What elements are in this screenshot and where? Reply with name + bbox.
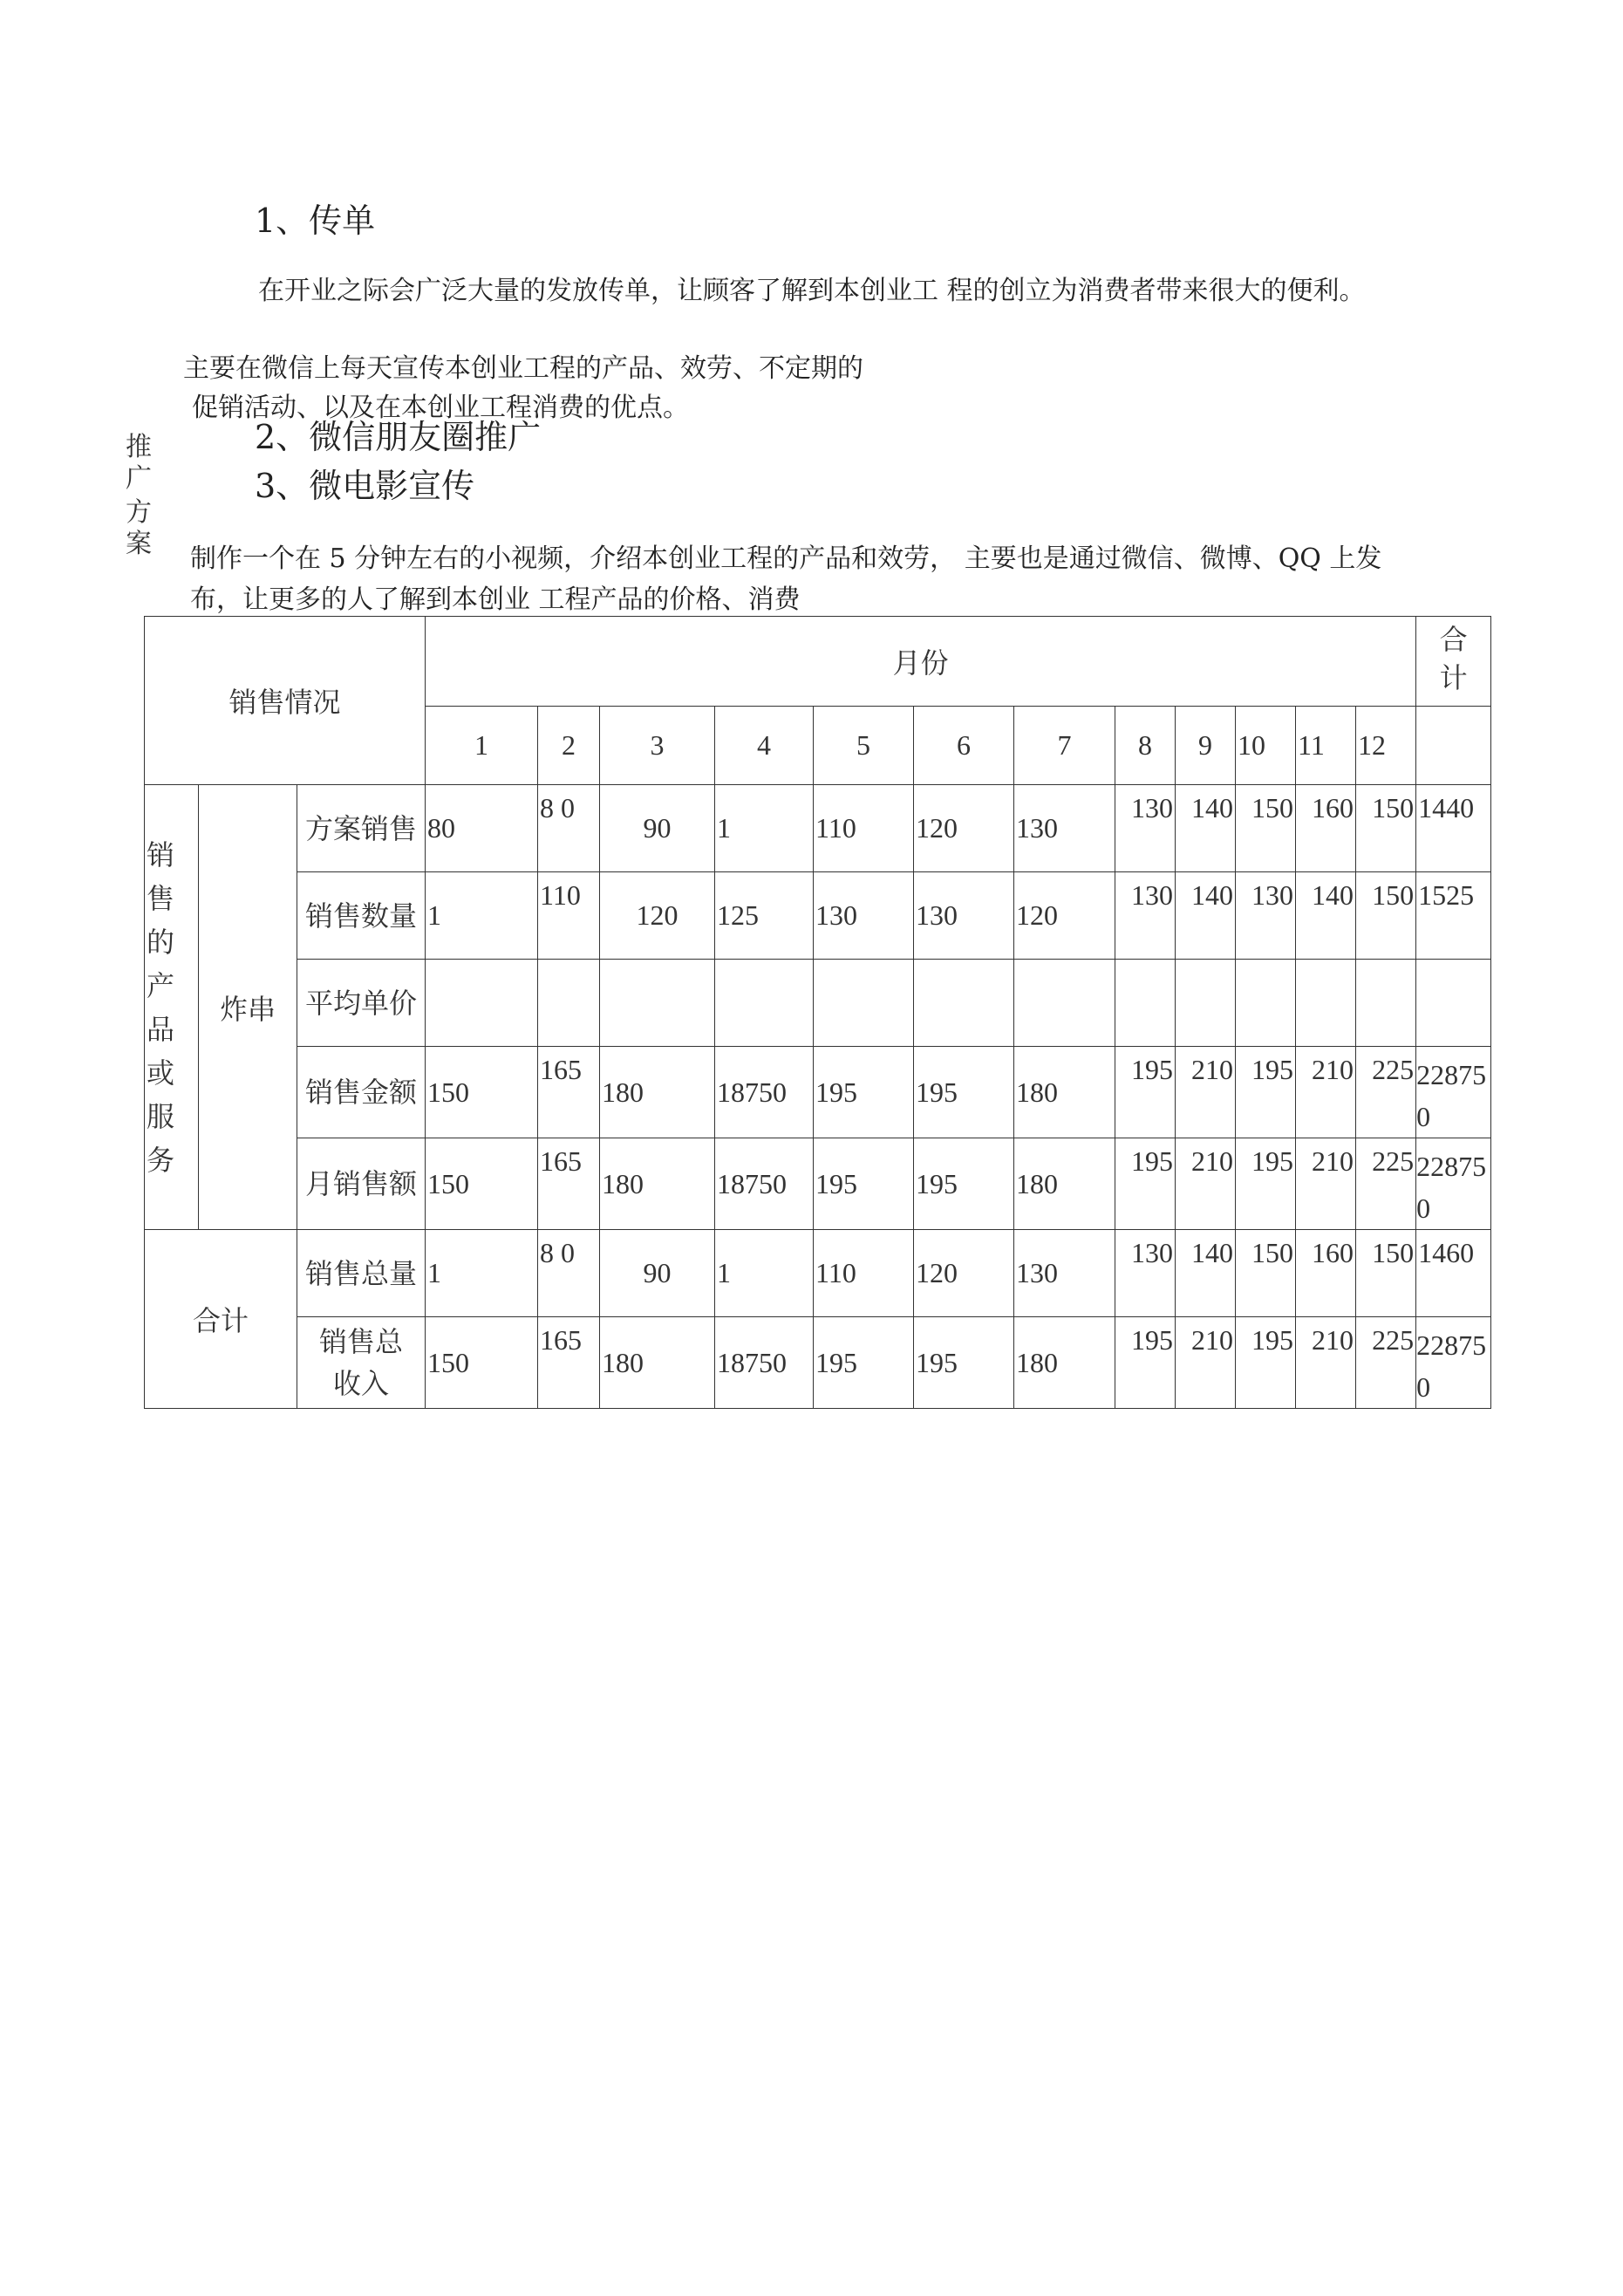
cell: 18750: [715, 1317, 814, 1409]
cell: 150: [426, 1138, 538, 1230]
cell: [1356, 960, 1416, 1047]
cell: 150: [1236, 1230, 1296, 1317]
cell: 150: [1236, 785, 1296, 872]
cell: 150: [426, 1317, 538, 1409]
row-label: 销售总量: [297, 1230, 426, 1317]
cell: 195: [914, 1317, 1014, 1409]
cell: 130: [1014, 785, 1115, 872]
row-total: 1525: [1416, 872, 1491, 960]
cell: 140: [1176, 872, 1236, 960]
month-cell: 2: [538, 707, 600, 785]
row-total: 1460: [1416, 1230, 1491, 1317]
product-group-char: 品: [147, 1013, 175, 1045]
cell: 130: [814, 872, 914, 960]
month-cell: 12: [1356, 707, 1416, 785]
cell: 8 0: [538, 785, 600, 872]
month-cell: 11: [1296, 707, 1356, 785]
row-label: 销售金额: [297, 1047, 426, 1138]
cell: 195: [1236, 1047, 1296, 1138]
cell: 120: [914, 785, 1014, 872]
cell: 130: [1115, 872, 1176, 960]
product-group-char: 的: [147, 926, 175, 958]
month-cell: 4: [715, 707, 814, 785]
cell: 195: [914, 1047, 1014, 1138]
cell: 150: [1356, 1230, 1416, 1317]
product-name: 炸串: [199, 785, 297, 1230]
row-label: 月销售额: [297, 1138, 426, 1230]
cell: [1296, 960, 1356, 1047]
header-month: 月份: [426, 617, 1416, 707]
cell: 120: [1014, 872, 1115, 960]
cell: 150: [1356, 785, 1416, 872]
cell: 80: [426, 785, 538, 872]
wechat-title: 2、微信朋友圈推广: [255, 418, 542, 456]
cell: 210: [1296, 1138, 1356, 1230]
row-label: 平均单价: [297, 960, 426, 1047]
cell: 130: [1236, 872, 1296, 960]
cell: 1: [715, 785, 814, 872]
side-label-char: 推: [126, 432, 152, 462]
cell: 195: [1115, 1317, 1176, 1409]
cell: 130: [1115, 785, 1176, 872]
cell: 180: [600, 1317, 715, 1409]
cell: 125: [715, 872, 814, 960]
cell: [1236, 960, 1296, 1047]
month-cell-empty: [1416, 707, 1491, 785]
cell: 210: [1296, 1317, 1356, 1409]
cell: [1176, 960, 1236, 1047]
cell: 225: [1356, 1047, 1416, 1138]
cell: 180: [1014, 1047, 1115, 1138]
cell: 165: [538, 1047, 600, 1138]
cell: 225: [1356, 1138, 1416, 1230]
row-total: 228750: [1416, 1317, 1491, 1409]
cell: 18750: [715, 1047, 814, 1138]
table-row: [145, 1138, 1491, 1230]
sales-table: [144, 616, 1491, 1409]
wechat-text-line-2: 促销活动、以及在本创业工程消费的优点。: [192, 393, 689, 423]
cell: 210: [1176, 1317, 1236, 1409]
month-cell: 6: [914, 707, 1014, 785]
cell: 210: [1176, 1047, 1236, 1138]
film-text-line-2: 布，让更多的人了解到本创业 工程产品的价格、消费: [190, 584, 801, 615]
month-cell: 1: [426, 707, 538, 785]
cell: 1: [426, 872, 538, 960]
row-label: 销售总收入: [297, 1317, 426, 1409]
table-row: [145, 785, 1491, 872]
cell: 150: [1356, 872, 1416, 960]
cell: [1115, 960, 1176, 1047]
product-group-char: 售: [147, 882, 175, 914]
film-text-line-1: 制作一个在 5 分钟左右的小视频，介绍本创业工程的产品和效劳， 主要也是通过微信、微博、QQ 上发: [190, 543, 1382, 574]
row-label: 方案销售: [297, 785, 426, 872]
cell: 1: [715, 1230, 814, 1317]
month-cell: 9: [1176, 707, 1236, 785]
cell: 195: [914, 1138, 1014, 1230]
flyer-title: 1、传单: [255, 202, 376, 240]
row-label: 销售数量: [297, 872, 426, 960]
cell: 120: [914, 1230, 1014, 1317]
month-cell: 3: [600, 707, 715, 785]
cell: 225: [1356, 1317, 1416, 1409]
table-row: [145, 1047, 1491, 1138]
cell: 195: [1236, 1138, 1296, 1230]
cell: 140: [1296, 872, 1356, 960]
cell: 8 0: [538, 1230, 600, 1317]
table-row: [145, 1317, 1491, 1409]
cell: 18750: [715, 1138, 814, 1230]
cell: 140: [1176, 1230, 1236, 1317]
cell: [814, 960, 914, 1047]
table-header-row: [145, 617, 1491, 707]
cell: 195: [1236, 1317, 1296, 1409]
header-total-text: 合计: [1439, 624, 1468, 694]
cell: 160: [1296, 1230, 1356, 1317]
cell: 165: [538, 1138, 600, 1230]
cell: 130: [1115, 1230, 1176, 1317]
row-total: [1416, 960, 1491, 1047]
cell: 110: [538, 872, 600, 960]
cell: [914, 960, 1014, 1047]
cell: 90: [600, 785, 715, 872]
product-group-label: [145, 785, 199, 1230]
cell: 180: [600, 1138, 715, 1230]
header-total: [1416, 617, 1491, 707]
month-cell: 5: [814, 707, 914, 785]
cell: 120: [600, 872, 715, 960]
table-row: [145, 1230, 1491, 1317]
cell: 195: [814, 1047, 914, 1138]
cell: 210: [1176, 1138, 1236, 1230]
side-label-char: 广: [126, 463, 152, 494]
row-total: 228750: [1416, 1047, 1491, 1138]
header-sales-situation: 销售情况: [145, 617, 426, 785]
row-total: 228750: [1416, 1138, 1491, 1230]
cell: 165: [538, 1317, 600, 1409]
product-group-char: 产: [147, 969, 175, 1001]
month-cell: 10: [1236, 707, 1296, 785]
cell: 160: [1296, 785, 1356, 872]
product-group-char: 服: [147, 1100, 175, 1132]
table-row: [145, 872, 1491, 960]
cell: 1: [426, 1230, 538, 1317]
cell: 140: [1176, 785, 1236, 872]
month-cell: 8: [1115, 707, 1176, 785]
side-label-char: 案: [126, 529, 152, 559]
flyer-text: 在开业之际会广泛大量的发放传单，让顾客了解到本创业工 程的创立为消费者带来很大的便利。: [258, 276, 1366, 306]
wechat-text-line-1: 主要在微信上每天宣传本创业工程的产品、效劳、不定期的: [183, 353, 863, 384]
film-title: 3、微电影宣传: [255, 467, 475, 505]
cell: 180: [600, 1047, 715, 1138]
table-row: [145, 960, 1491, 1047]
cell: [600, 960, 715, 1047]
cell: 195: [814, 1138, 914, 1230]
cell: 150: [426, 1047, 538, 1138]
cell: 180: [1014, 1138, 1115, 1230]
cell: 130: [914, 872, 1014, 960]
cell: 130: [1014, 1230, 1115, 1317]
cell: [715, 960, 814, 1047]
cell: [426, 960, 538, 1047]
cell: 180: [1014, 1317, 1115, 1409]
cell: 195: [814, 1317, 914, 1409]
month-cell: 7: [1014, 707, 1115, 785]
cell: [538, 960, 600, 1047]
row-total: 1440: [1416, 785, 1491, 872]
product-group-char: 销: [147, 838, 175, 871]
cell: 195: [1115, 1047, 1176, 1138]
cell: 195: [1115, 1138, 1176, 1230]
cell: 110: [814, 1230, 914, 1317]
cell: 90: [600, 1230, 715, 1317]
cell: 110: [814, 785, 914, 872]
cell: 210: [1296, 1047, 1356, 1138]
total-group-label: 合计: [145, 1230, 297, 1409]
cell: [1014, 960, 1115, 1047]
product-group-char: 或: [147, 1056, 175, 1089]
product-group-char: 务: [147, 1144, 175, 1176]
side-label-char: 方: [126, 497, 152, 528]
